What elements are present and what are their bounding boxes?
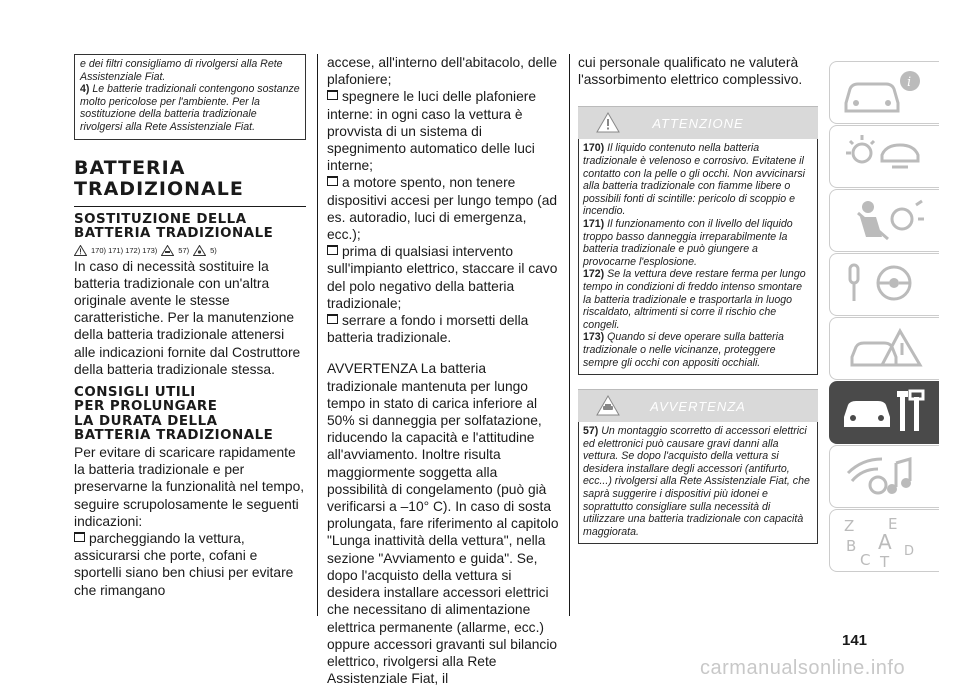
heading-line: BATTERIA TRADIZIONALE [74, 226, 274, 242]
item-text: Il liquido contenuto nella batteria tradizionale è velenoso e corrosivo. Evitatene il contatto con la pelle o gli occhi. Non avvicinarsi alla batteria tradizionale con fiamme libere o possibili fonti di scintille: pericolo di scoppio e incendio. [583, 142, 805, 218]
paragraph-replacement: In caso di necessità sostituire la batteria tradizionale con un'altra originale avente le stesse caratteristiche. Per la manutenzione della batteria tradizionale attenersi alle indicazioni fornite dal Costruttore della batteria tradizionale stessa. [74, 258, 301, 377]
tab-emergency[interactable] [829, 317, 939, 380]
environment-icon [193, 245, 206, 256]
attention-title: ATTENZIONE [652, 116, 744, 132]
heading-line: SOSTITUZIONE DELLA [74, 211, 247, 227]
list-item [74, 530, 306, 599]
column-divider [317, 54, 318, 616]
references-environment: 5) [210, 245, 217, 255]
multimedia-icon [838, 451, 928, 501]
heading-line: BATTERIA [74, 156, 186, 179]
attention-box [578, 139, 818, 375]
note-box [74, 54, 306, 140]
list-item-text: spegnere le luci delle plafoniere interne: in ogni caso la vettura è provvista di un sistema di spegnimento automatico delle luci interne; [327, 89, 537, 174]
heading-divider [74, 206, 306, 207]
attention-header [578, 106, 818, 139]
list-item-text: serrare a fondo i morsetti della batteria tradizionale. [327, 313, 529, 346]
references-caution: 57) [178, 245, 190, 255]
list-item-text: a motore spento, non tenere dispositivi accesi per lungo tempo (ad es. autoradio, luci di emergenza, ecc.); [327, 175, 558, 243]
warning-references [74, 245, 306, 256]
section-heading [74, 158, 306, 200]
heading-line: TRADIZIONALE [74, 177, 244, 200]
tab-multimedia[interactable] [829, 445, 939, 508]
list-item-text: prima di qualsiasi intervento sull'impianto elettrico, staccare il cavo del polo negativo della batteria tradizionale; [327, 244, 558, 311]
note-text: Le batterie tradizionali contengono sostanze molto pericolose per l'ambiente. Per la sostituzione della batteria tradizionale rivolgersi alla Rete Assistenziale Fiat. [80, 83, 300, 133]
starting-driving-icon [838, 259, 928, 309]
index-letter: C [860, 551, 871, 569]
attention-item [583, 331, 813, 369]
note-text-line: e dei filtri consigliamo di rivolgersi alla Rete [80, 58, 283, 70]
safety-airbag-icon [838, 195, 928, 245]
index-letter: A [878, 530, 892, 554]
item-text: Quando si deve operare sulla batteria tradizionale o nelle vicinanze, proteggere sempre gli occhi con appositi occhiali. [583, 331, 784, 369]
note-text-line: Assistenziale Fiat. [80, 70, 166, 83]
heading-line: CONSIGLI UTILI [74, 384, 196, 400]
index-letter: E [888, 515, 898, 533]
item-text: Il funzionamento con il livello del liquido troppo basso danneggia irreparabilmente la batteria tradizionale e può giungere a provocarne l'esplosione. [583, 217, 793, 268]
tab-maintenance[interactable] [829, 381, 939, 444]
item-number: 57) [583, 425, 599, 438]
paragraph-continued: cui personale qualificato ne valuterà l'assorbimento elettrico complessivo. [578, 55, 803, 88]
dashboard-lights-icon [838, 131, 928, 181]
list-item [327, 174, 560, 243]
car-info-icon [838, 67, 928, 117]
references-danger: 170) 171) 172) 173) [91, 245, 158, 255]
warning-header [578, 389, 818, 422]
list-item [327, 312, 560, 346]
tab-starting-driving[interactable] [829, 253, 939, 316]
paragraph-notice: AVVERTENZA La batteria tradizionale mantenuta per lungo tempo in stato di carica inferiore al 50% si danneggia per solfatazione, riducendo la capacità e l'attitudine all'avviamento. Inoltre risulta maggiormente soggetta alla possibilità di congelamento (può già verificarsi a –10° C). In caso di sosta prolungata, fare riferimento al capitolo "Lunga inattività della vettura", nella sezione "Avviamento e guida". Se, dopo l'acquisto della vettura si desidera installare accessori elettrici che necessitano di alimentazione elettrica permanente (allarme, ecc.) oppure accessori gravanti sul bilancio elettrico, rivolgersi alla Rete Assistenziale Fiat, il [327, 361, 559, 687]
column-left [74, 54, 306, 599]
bullet-icon [327, 90, 338, 100]
tab-index[interactable] [829, 509, 939, 572]
column-divider [569, 54, 570, 616]
bullet-icon [74, 532, 85, 542]
attention-triangle-icon [74, 245, 87, 256]
index-letter: T [880, 553, 890, 569]
list-item [327, 88, 560, 174]
tab-dashboard-lights[interactable] [829, 125, 939, 188]
warning-box [578, 422, 818, 544]
maintenance-icon [838, 387, 928, 437]
page-number: 141 [842, 632, 868, 649]
tab-car-info[interactable] [829, 61, 939, 124]
paragraph-continued: accese, all'interno dell'abitacolo, delle plafoniere; [327, 55, 557, 88]
item-text: Un montaggio scorretto di accessori elettrici ed elettronici può causare gravi danni alla vettura. Se dopo l'acquisto della vettura si desidera installare degli accessori (antifurto, ecc...) rivolgersi alla Rete Assistenziale Fiat, che saprà suggerire i dispositivi più idonei e soprattutto consigliare sulla necessità di utilizzare una batteria tradizionale con capacità maggiorata. [583, 425, 810, 538]
column-right [578, 54, 818, 544]
index-letter: D [904, 544, 915, 559]
item-number: 172) [583, 268, 605, 281]
heading-line: LA DURATA DELLA [74, 413, 218, 429]
warning-item [583, 425, 813, 538]
heading-line: PER PROLUNGARE [74, 399, 218, 415]
list-item [327, 243, 560, 312]
bullet-icon [327, 176, 338, 186]
attention-item [583, 268, 813, 331]
svg-text:i: i [907, 75, 912, 90]
attention-item [583, 218, 813, 268]
warning-title: AVVERTENZA [650, 399, 746, 415]
index-letter: Z [844, 517, 855, 535]
list-item-text: parcheggiando la vettura, assicurarsi che porte, cofani e sportelli siano ben chiusi per evitare che rimangano [74, 531, 294, 598]
bullet-icon [327, 245, 338, 255]
note-4 [80, 83, 300, 133]
emergency-icon [838, 323, 928, 373]
column-middle [327, 54, 560, 687]
bullet-icon [327, 314, 338, 324]
subheading-tips [74, 386, 306, 444]
index-letter: B [846, 537, 857, 555]
item-number: 170) [583, 142, 605, 155]
subheading-replacement [74, 213, 306, 242]
heading-line: BATTERIA TRADIZIONALE [74, 428, 274, 444]
caution-car-icon [161, 245, 174, 256]
note-number: 4) [80, 83, 90, 96]
item-number: 171) [583, 217, 605, 230]
item-number: 173) [583, 331, 605, 344]
index-icon [838, 515, 928, 569]
attention-item [583, 142, 813, 218]
watermark: carmanualsonline.info [700, 657, 906, 679]
tab-safety[interactable] [829, 189, 939, 252]
paragraph-tips: Per evitare di scaricare rapidamente la batteria tradizionale e per preservarne la funzionalità nel tempo, seguire scrupolosamente le seguenti indicazioni: [74, 444, 305, 529]
item-text: Se la vettura deve restare ferma per lungo tempo in condizioni di freddo intenso smontare la batteria tradizionale e trasportarla in luogo riscaldato, altrimenti si corre il rischio che congeli. [583, 268, 806, 331]
